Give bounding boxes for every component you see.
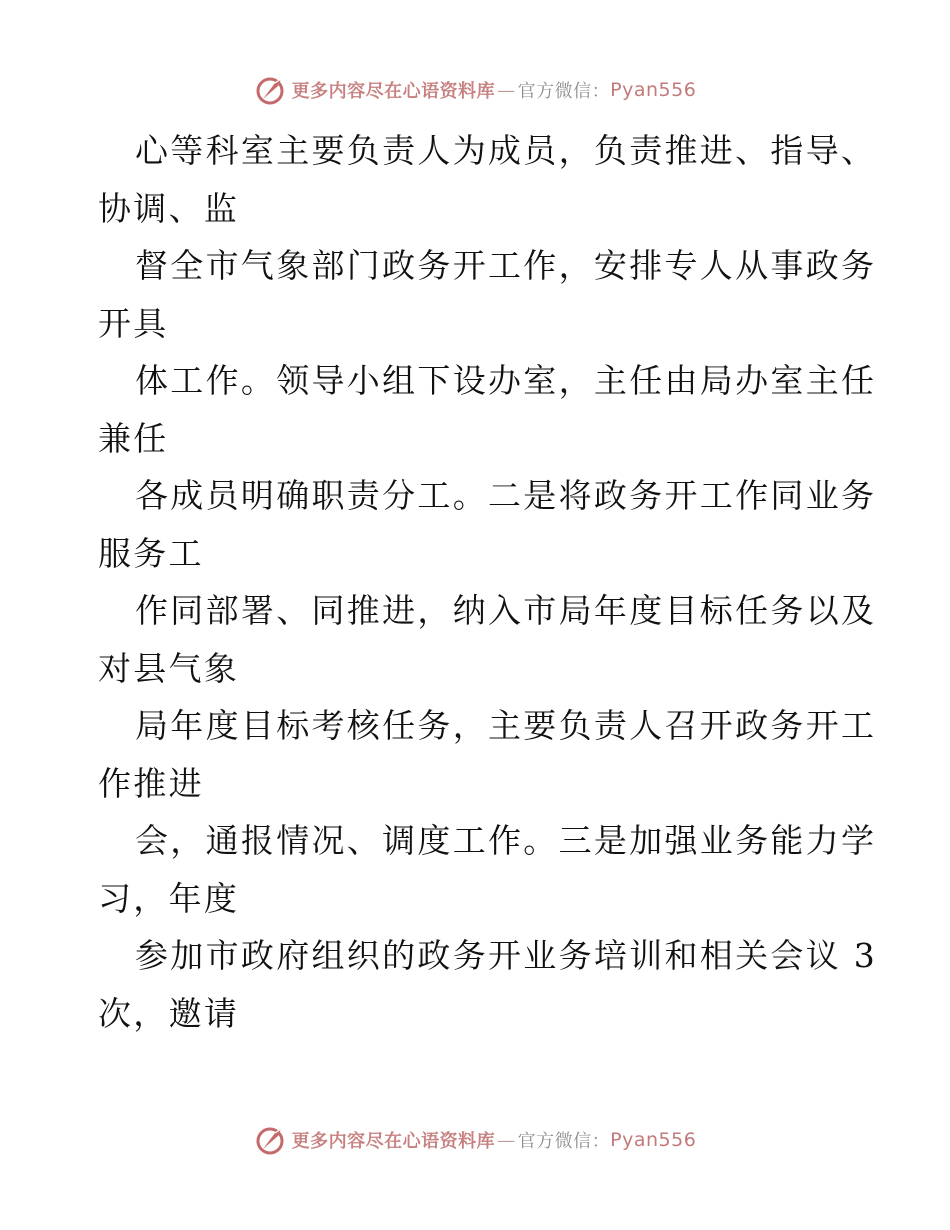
watermark-dash: —: [497, 1129, 516, 1151]
watermark-dash: —: [497, 79, 516, 101]
watermark-site: 更多内容尽在心语资料库: [291, 1131, 496, 1152]
text-line: 协调、监: [98, 188, 240, 228]
pen-nib-logo-icon: [254, 1123, 288, 1157]
header-watermark: [0, 70, 950, 110]
pen-nib-logo-icon: [254, 73, 288, 107]
text-line: 服务工: [98, 533, 204, 573]
watermark-label: 官方微信：: [517, 1131, 611, 1152]
text-line: 兼任: [98, 418, 169, 458]
text-line: 作推进: [98, 763, 204, 803]
text-line: 作同部署、同推进，纳入市局年度目标任务以及: [135, 591, 877, 630]
text-line: 次，邀请: [98, 993, 240, 1033]
watermark-id: Pyan556: [610, 1129, 697, 1151]
text-line: 开具: [98, 303, 169, 343]
text-line: 参加市政府组织的政务开业务培训和相关会议 3: [135, 936, 878, 975]
text-line: 体工作。领导小组下设办室，主任由局办室主任: [135, 361, 877, 400]
text-line: 习，年度: [98, 878, 240, 918]
text-line: 各成员明确职责分工。二是将政务开工作同业务: [135, 476, 877, 515]
text-line: 督全市气象部门政务开工作，安排专人从事政务: [135, 246, 877, 285]
text-line: 心等科室主要负责人为成员，负责推进、指导、: [135, 131, 877, 170]
watermark-label: 官方微信：: [517, 81, 611, 102]
watermark-site: 更多内容尽在心语资料库: [291, 81, 496, 102]
text-line: 对县气象: [98, 648, 240, 688]
document-body: [98, 122, 878, 1042]
text-line: 局年度目标考核任务，主要负责人召开政务开工: [135, 706, 877, 745]
text-line: 会，通报情况、调度工作。三是加强业务能力学: [135, 821, 877, 860]
footer-watermark: [0, 1120, 950, 1160]
watermark-id: Pyan556: [610, 79, 697, 101]
